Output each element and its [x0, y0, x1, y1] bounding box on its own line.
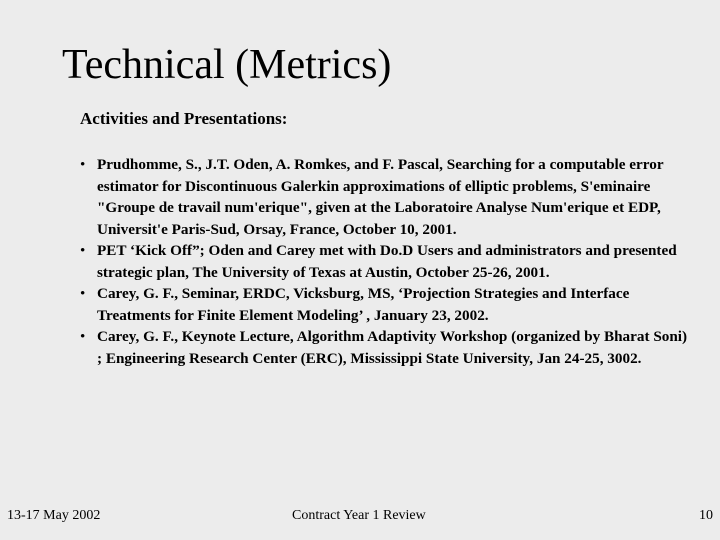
list-item-text: Prudhomme, S., J.T. Oden, A. Romkes, and F. Pascal, Searching for a computable error estimator for Discontinuous Galerkin approximations of elliptic problems, S'eminaire "Groupe de travail num'erique", given at the Laboratoire Analyse Num'erique et EDP, Universit'e Paris-Sud, Orsay, France, October 10, 2001.	[97, 156, 664, 238]
bullet-icon: •	[80, 328, 86, 345]
list-item	[80, 240, 690, 283]
activities-list	[80, 154, 690, 369]
list-item-text: Carey, G. F., Keynote Lecture, Algorithm Adaptivity Workshop (organized by Bharat Soni) ; Engineering Research Center (ERC), Mississippi State University, Jan 24-25, 3002.	[97, 328, 688, 367]
page-number: 10	[699, 508, 713, 523]
bullet-icon: •	[80, 242, 86, 259]
footer-date: 13-17 May 2002	[7, 508, 101, 523]
list-item-text: PET ‘Kick Off”; Oden and Carey met with Do.D Users and administrators and presented strategic plan, The University of Texas at Austin, October 25-26, 2001.	[97, 242, 677, 281]
footer-event: Contract Year 1 Review	[292, 508, 426, 523]
list-item	[80, 326, 690, 369]
list-item-text: Carey, G. F., Seminar, ERDC, Vicksburg, MS, ‘Projection Strategies and Interface Treatments for Finite Element Modeling’ , January 23, 2002.	[97, 285, 630, 324]
slide-title: Technical (Metrics)	[62, 42, 392, 88]
list-item	[80, 154, 690, 240]
bullet-icon: •	[80, 285, 86, 302]
section-subtitle: Activities and Presentations:	[80, 109, 288, 128]
bullet-icon: •	[80, 156, 86, 173]
list-item	[80, 283, 690, 326]
